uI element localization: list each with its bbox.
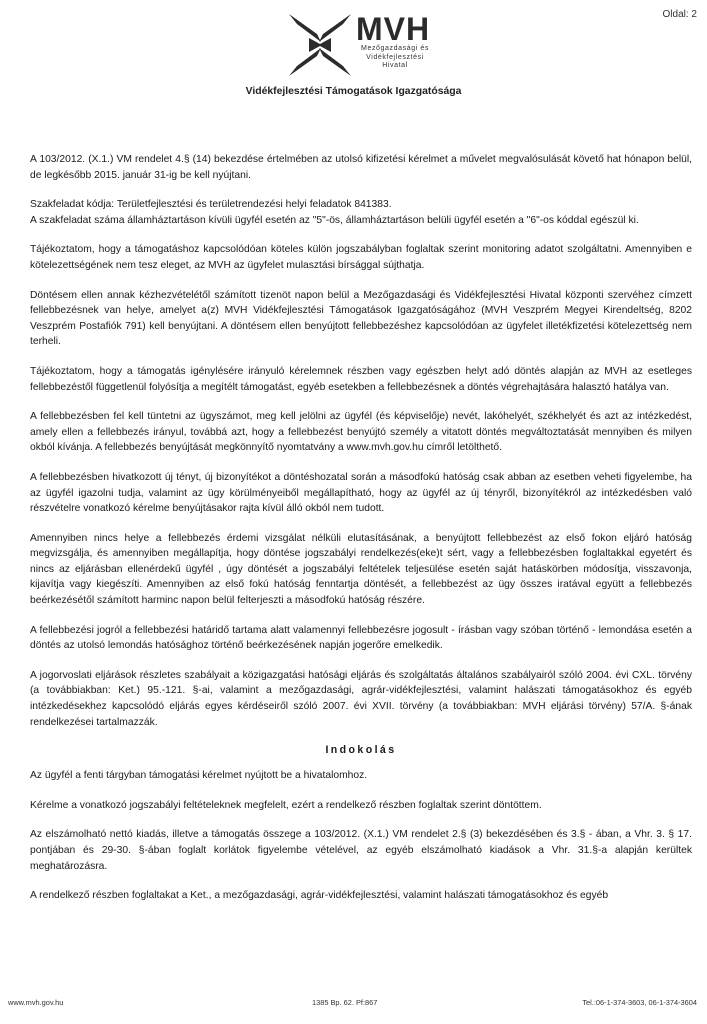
reasoning-paragraph-3: Az elszámolható nettó kiadás, illetve a támogatás összege a 103/2012. (X.1.) VM rendelet 2.§ (3) bekezdésében és 3.§ - ában, a Vhr. 3. § 17. pontjában és 29-30. §-ában foglalt korlátok figyelembe vételével, az egyéb elszámolható kiadások a Vhr. 31.§-a alapján kerültek meghatározásra. <box>30 829 692 872</box>
mvh-logo <box>287 12 447 80</box>
paragraph-disbursement: Tájékoztatom, hogy a támogatás igénylésére irányuló kérelemnek részben vagy egészben helyt adó döntés alapján az MVH az esetleges fellebbezéstől függetlenül folyósítja a megítélt támogatást, egyéb esetekben a fellebbezésnek a döntés végrehajtására halasztó hatálya van. <box>30 365 692 393</box>
paragraph-waiver: A fellebbezési jogról a fellebbezési határidő tartama alatt valamennyi fellebbezésre jogosult - írásban vagy szóban történő - lemondása esetén a döntés az utolsó lemondás hatósághoz történő beérkezésének napján jogerőre emelkedik. <box>30 624 692 652</box>
paragraph-deadline: A 103/2012. (X.1.) VM rendelet 4.§ (14) bekezdése értelmében az utolsó kifizetési kérelmet a művelet megvalósulását követő hat hónapon belül, de legkésőbb 2015. január 31-ig be kell nyújtani. <box>30 154 692 181</box>
paragraph-first-instance: Amennyiben nincs helye a fellebbezés érdemi vizsgálat nélküli elutasításának, a benyújtott fellebbezést az első fokon eljáró hatóság megvizsgálja, és amennyiben megállapítja, hogy döntése jogszabályi rendelkezés(eke)t sért, vagy a fellebbezésben foglaltakkal egyetért és nincs az eljárásban ellenérdekű ügyfél , úgy döntését a jogszabályi feltételek teljesülése esetén saját hatáskörben módosítja, visszavonja, kijavítja vagy kiegészíti. Amennyiben az első fokú hatóság fenntartja döntését, a fellebbezést az ügy összes iratával együtt a fellebbezés beérkezésétől számított harminc napon belül felterjeszti a másodfokú hatóság részére. <box>30 532 692 607</box>
mvh-logo-icon <box>287 12 353 78</box>
page-number: Oldal: 2 <box>662 9 697 20</box>
footer-website[interactable]: www.mvh.gov.hu <box>8 998 64 1007</box>
reasoning-paragraph-2: Kérelme a vonatkozó jogszabályi feltételeknek megfelelt, ezért a rendelkező részben foglaltak szerint döntöttem. <box>30 799 542 811</box>
footer-phone: Tel.:06-1-374-3603, 06-1-374-3604 <box>582 998 697 1007</box>
logo-wordmark: MVH <box>356 11 431 47</box>
reasoning-heading: Indokolás <box>325 744 397 757</box>
footer-address: 1385 Bp. 62. Pf:867 <box>312 998 378 1007</box>
paragraph-appeal: Döntésem ellen annak kézhezvételétől számított tizenöt napon belül a Mezőgazdasági és Vidékfejlesztési Hivatal központi szervéhez címzett fellebbezésnek van helye, amelyet a(z) MVH Vidékfejlesztési Támogatások Igazgatóságához (MVH Veszprém Megyei Kirendeltség, 8202 Veszprém Postafiók 791) kell benyújtani. A döntésem ellen benyújtott fellebbezéshez kapcsolódóan az ügyfelet illetékfizetési kötelezettség nem terheli. <box>30 289 692 348</box>
reasoning-paragraph-4: A rendelkező részben foglaltakat a Ket., a mezőgazdasági, agrár-vidékfejlesztési, valamint halászati támogatásokhoz és egyéb <box>30 890 609 902</box>
directorate-title: Vidékfejlesztési Támogatások Igazgatósága <box>245 86 462 97</box>
document-body <box>30 152 692 918</box>
paragraph-task-code-note: A szakfeladat száma államháztartáson kívüli ügyfél esetén az "5"-ös, államháztartáson belüli ügyfél esetén a "6"-os kóddal egészül ki. <box>30 214 639 226</box>
logo-subtitle: Mezőgazdasági és Vidékfejlesztési Hivatal <box>361 45 429 70</box>
paragraph-legal-remedy: A jogorvoslati eljárások részletes szabályait a közigazgatási hatósági eljárás és szolgáltatás általános szabályairól szóló 2004. évi CXL. törvény (a továbbiakban: Ket.) 95.-121. §-ai, valamint a mezőgazdasági, agrár-vidékfejlesztési, valamint halászati támogatásokhoz és egyéb intézkedésekhez kapcsolódó eljárás egyes kérdéseiről szóló 2007. évi XVII. törvény (a továbbiakban: MVH eljárási törvény) 57/A. §-ának rendelkezései tartalmazzák. <box>30 669 692 728</box>
paragraph-task-code: Szakfeladat kódja: Területfejlesztési és területrendezési helyi feladatok 841383. <box>30 199 392 211</box>
paragraph-new-evidence: A fellebbezésben hivatkozott új tényt, új bizonyítékot a döntéshozatal során a másodfokú hatóság csak abban az esetben veheti figyelembe, ha az ügyfél igazolni tudja, valamint az ügy körülményeiből megállapítható, hogy az ügyfél az új tényről, bizonyítékról az intézkedésben való részvételre vonatkozó kérelme benyújtásakor rajta kívül álló okból nem tudott. <box>30 471 692 515</box>
paragraph-monitoring: Tájékoztatom, hogy a támogatáshoz kapcsolódóan köteles külön jogszabályban foglaltak szerint monitoring adatot szolgáltatni. Amennyiben e kötelezettségének nem tesz eleget, az MVH az ügyfelet mulasztási bírsággal sújthatja. <box>30 244 692 271</box>
paragraph-appeal-content: A fellebbezésben fel kell tüntetni az ügyszámot, meg kell jelölni az ügyfél (és képviselője) nevét, lakóhelyét, székhelyét és azt az intézkedést, amely ellen a fellebbezés irányul, továbbá azt, hogy a fellebbezést benyújtó személy a vitatott döntés megváltoztatását mennyiben és milyen okból kívánja. A fellebbezés benyújtását megkönnyítő nyomtatvány a www.mvh.gov.hu címről letölthető. <box>30 411 692 454</box>
reasoning-paragraph-1: Az ügyfél a fenti tárgyban támogatási kérelmet nyújtott be a hivatalomhoz. <box>30 770 368 782</box>
